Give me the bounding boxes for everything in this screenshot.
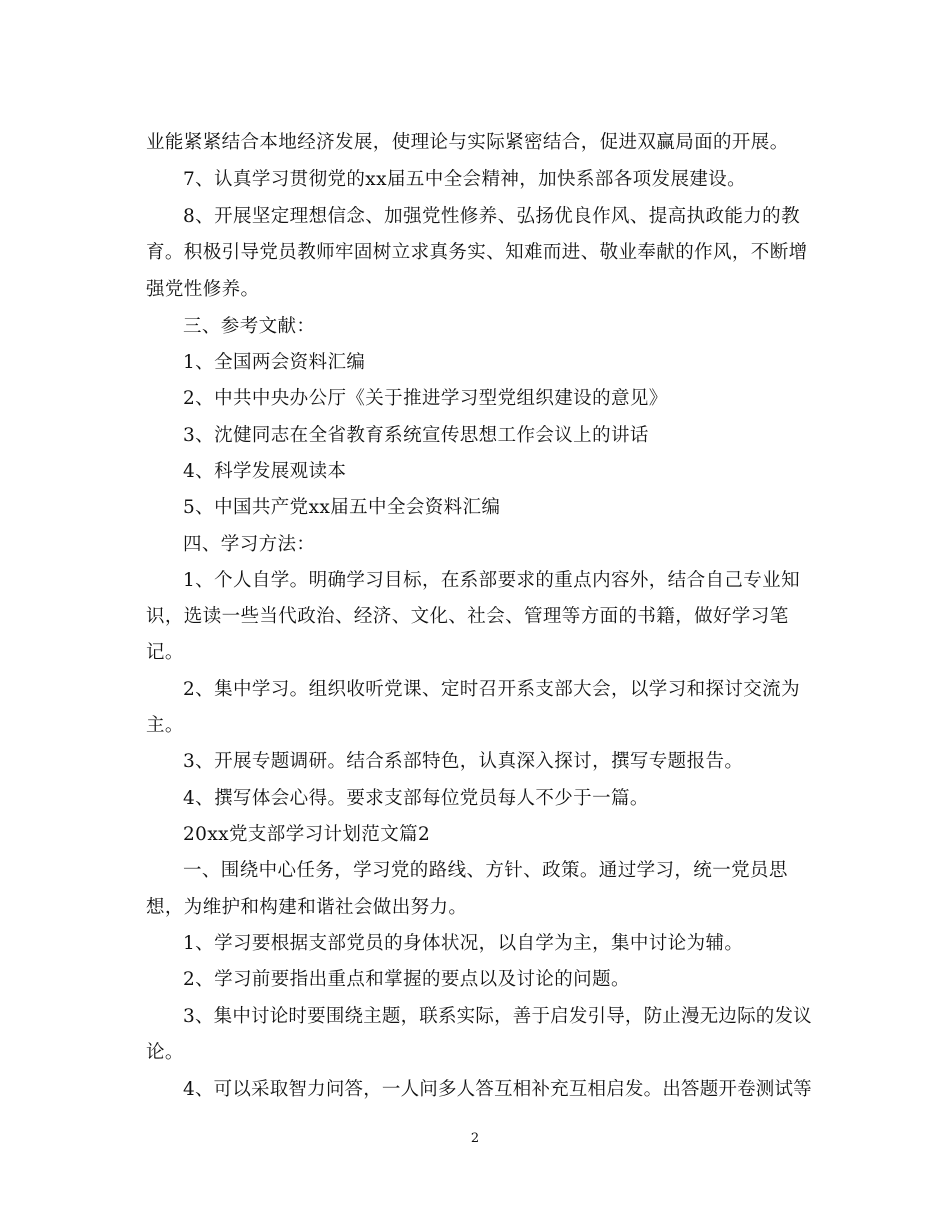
text-line: 强党性修养。 [146,279,260,300]
text-line: 识，选读一些当代政治、经济、文化、社会、管理等方面的书籍，做好学习笔 [146,606,789,627]
reference-item: 3、沈健同志在全省教育系统宣传思想工作会议上的讲话 [183,425,649,446]
text-line: 3、集中讨论时要围绕主题，联系实际，善于启发引导，防止漫无边际的发议 [183,1006,812,1027]
text-line: 业能紧紧结合本地经济发展，使理论与实际紧密结合，促进双赢局面的开展。 [146,132,789,153]
text-line: 育。积极引导党员教师牢固树立求真务实、知难而进、敬业奉献的作风，不断增 [146,242,808,263]
text-line: 想，为维护和构建和谐社会做出努力。 [146,897,468,918]
text-line: 3、开展专题调研。结合系部特色，认真深入探讨，撰写专题报告。 [183,751,744,772]
text-line: 1、学习要根据支部党员的身体状况，以自学为主，集中讨论为辅。 [183,933,744,954]
reference-item: 2、中共中央办公厅《关于推进学习型党组织建设的意见》 [183,388,668,409]
text-line: 4、撰写体会心得。要求支部每位党员每人不少于一篇。 [183,788,649,809]
reference-item: 5、中国共产党xx届五中全会资料汇编 [183,497,501,518]
text-line: 1、个人自学。明确学习目标，在系部要求的重点内容外，结合自己专业知 [183,570,800,591]
section-heading: 四、学习方法： [183,534,316,555]
text-line: 4、可以采取智力问答，一人问多人答互相补充互相启发。出答题开卷测试等 [183,1079,812,1100]
reference-item: 4、科学发展观读本 [183,461,347,482]
text-line: 记。 [146,642,184,663]
article-title: 20xx党支部学习计划范文篇2 [183,824,431,845]
text-line: 2、集中学习。组织收听党课、定时召开系支部大会，以学习和探讨交流为 [183,679,800,700]
text-line: 主。 [146,715,184,736]
text-line: 2、学习前要指出重点和掌握的要点以及讨论的问题。 [183,969,630,990]
page-number: 2 [470,1131,480,1146]
reference-item: 1、全国两会资料汇编 [183,352,366,373]
text-line: 一、围绕中心任务，学习党的路线、方针、政策。通过学习，统一党员思 [183,860,788,881]
text-line: 论。 [146,1042,184,1063]
text-line: 8、开展坚定理想信念、加强党性修养、弘扬优良作风、提高执政能力的教 [183,206,800,227]
text-line: 7、认真学习贯彻党的xx届五中全会精神，加快系部各项发展建设。 [183,169,747,190]
section-heading: 三、参考文献： [183,316,316,337]
